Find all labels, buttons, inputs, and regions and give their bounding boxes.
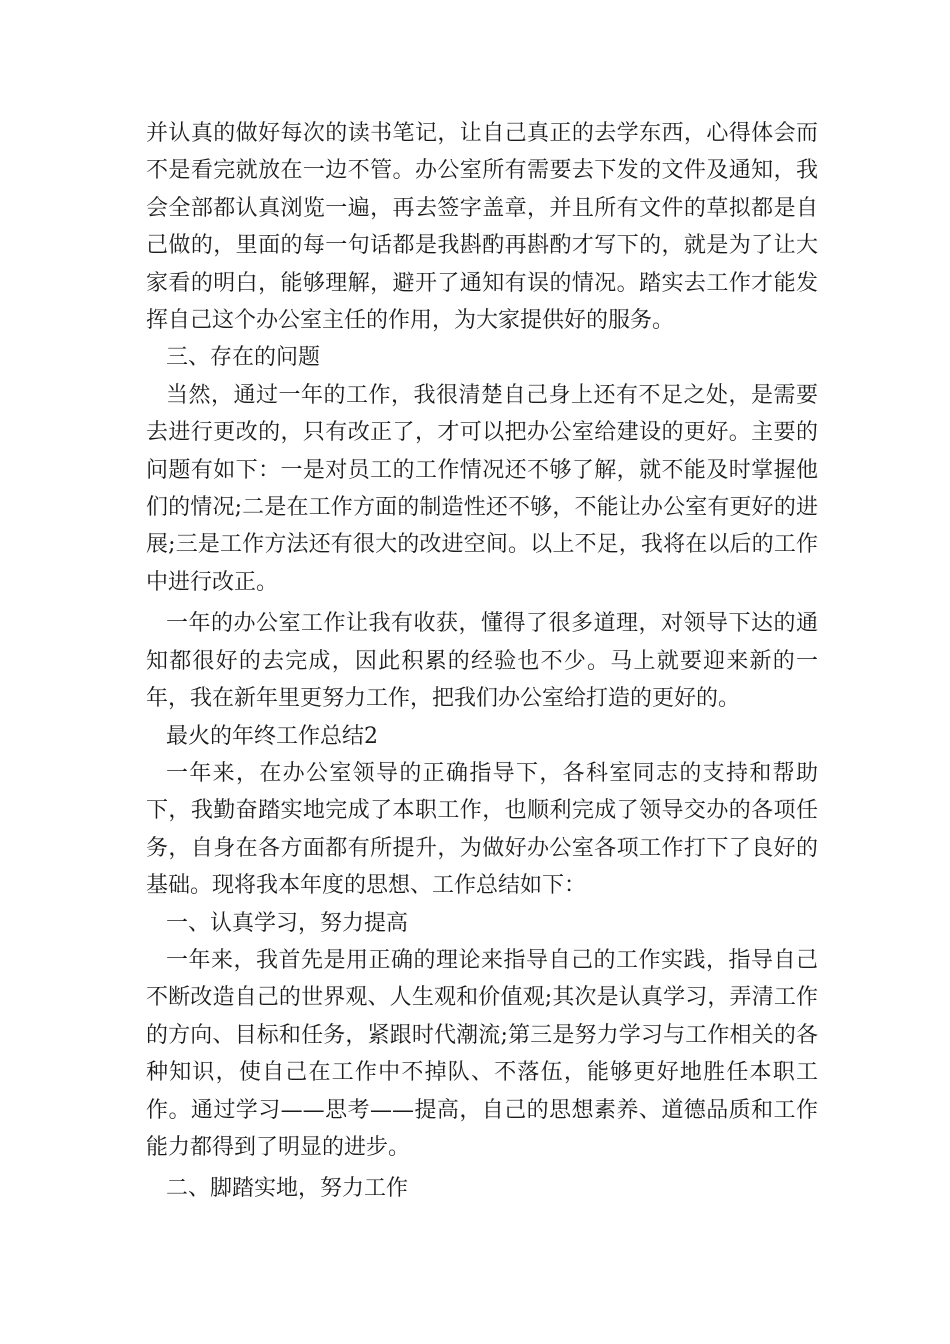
heading-study: 一、认真学习，努力提高 <box>166 910 409 936</box>
paragraph-year-summary: 一年的办公室工作让我有收获，懂得了很多道理，对领导下达的通知都很好的去完成，因此积累的经验也不少。马上就要迎来新的一年，我在新年里更努力工作，把我们办公室给打造的更好的。 <box>146 611 818 712</box>
paragraph-intro-2: 一年来，在办公室领导的正确指导下，各科室同志的支持和帮助下，我勤奋踏实地完成了本职工作，也顺利完成了领导交办的各项任务，自身在各方面都有所提升，为做好办公室各项工作打下了良好的基础。现将我本年度的思想、工作总结如下： <box>146 760 818 899</box>
heading-summary-2: 最火的年终工作总结2 <box>166 723 378 749</box>
heading-work: 二、脚踏实地，努力工作 <box>166 1176 409 1202</box>
document-body <box>146 115 818 1208</box>
paragraph-study: 一年来，我首先是用正确的理论来指导自己的工作实践，指导自己不断改造自己的世界观、人生观和价值观;其次是认真学习，弄清工作的方向、目标和任务，紧跟时代潮流;第三是努力学习与工作相关的各种知识，使自己在工作中不掉队、不落伍，能够更好地胜任本职工作。通过学习——思考——提高，自己的思想素养、道德品质和工作能力都得到了明显的进步。 <box>146 947 818 1160</box>
paragraph-reading-notes: 并认真的做好每次的读书笔记，让自己真正的去学东西，心得体会而不是看完就放在一边不管。办公室所有需要去下发的文件及通知，我会全部都认真浏览一遍，再去签字盖章，并且所有文件的草拟都是自己做的，里面的每一句话都是我斟酌再斟酌才写下的，就是为了让大家看的明白，能够理解，避开了通知有误的情况。踏实去工作才能发挥自己这个办公室主任的作用，为大家提供好的服务。 <box>146 121 818 334</box>
paragraph-problems: 当然，通过一年的工作，我很清楚自己身上还有不足之处，是需要去进行更改的，只有改正了，才可以把办公室给建设的更好。主要的问题有如下：一是对员工的工作情况还不够了解，就不能及时掌握他们的情况;二是在工作方面的制造性还不够，不能让办公室有更好的进展;三是工作方法还有很大的改进空间。以上不足，我将在以后的工作中进行改正。 <box>146 382 818 595</box>
heading-existing-problems: 三、存在的问题 <box>166 345 321 371</box>
